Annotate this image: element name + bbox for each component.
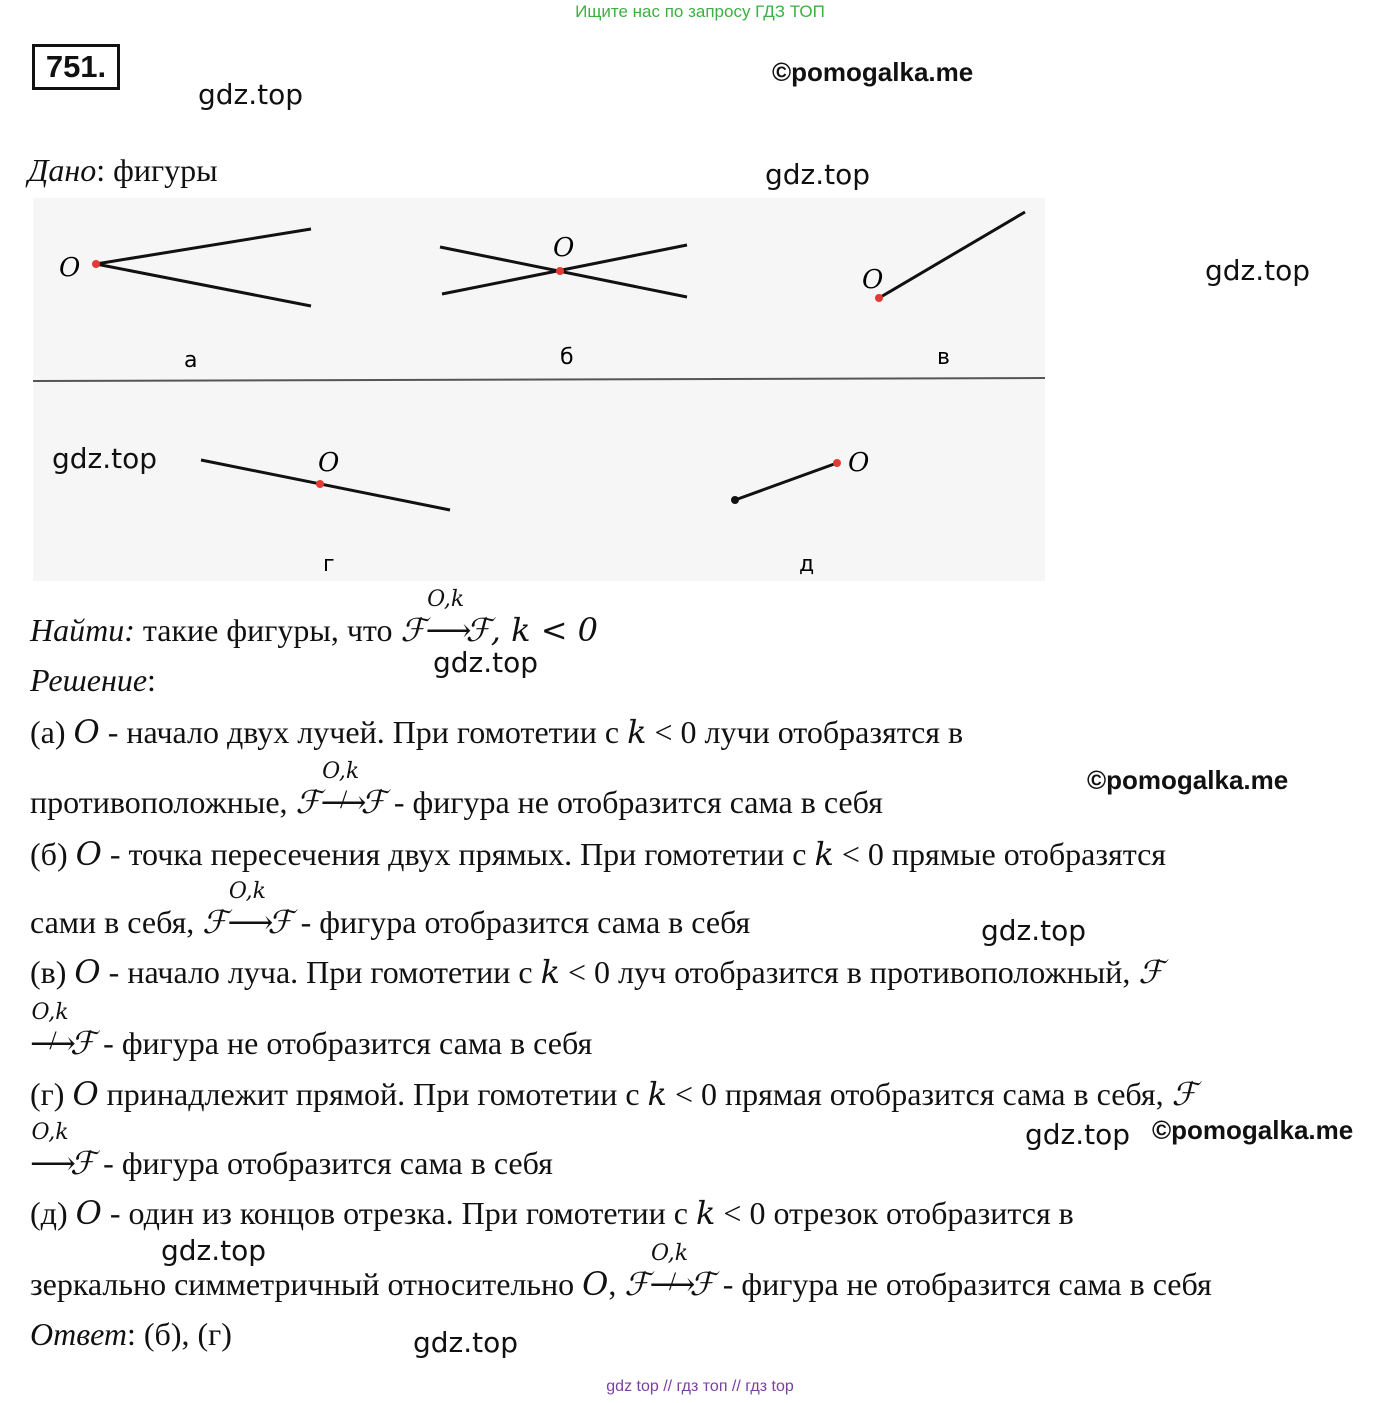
solution-v-line1: (в) O - начало луча. При гомотетии с k < 0 луч отобразится в противоположный, ℱ bbox=[30, 953, 1164, 991]
find-text: такие фигуры, что bbox=[134, 612, 401, 648]
point-o-b bbox=[556, 267, 564, 275]
point-o-v bbox=[875, 294, 883, 302]
figure-background bbox=[33, 198, 1045, 581]
watermark-pomogalka: ©pomogalka.me bbox=[772, 57, 974, 87]
figure-svg bbox=[33, 198, 1045, 581]
label-o-v: O bbox=[862, 265, 884, 295]
solution-d-line2: зеркально симметричный относительно O, ℱ O,k ⟶ /ℱ - фигура не отобразится сама в себя bbox=[30, 1266, 1212, 1302]
watermark-gdz: gdz.top bbox=[433, 646, 539, 679]
caption-b: б bbox=[560, 345, 574, 370]
top-note: Ищите нас по запросу ГДЗ ТОП bbox=[575, 2, 825, 21]
figure-panel bbox=[33, 198, 1045, 581]
point-o-d bbox=[833, 459, 841, 467]
point-o-a bbox=[92, 260, 100, 268]
watermark-pomogalka: ©pomogalka.me bbox=[1087, 765, 1289, 795]
solution-g-line1: (г) O принадлежит прямой. При гомотетии с k < 0 прямая отобразится сама в себя, ℱ bbox=[30, 1075, 1197, 1113]
not-maps-arrow: O,k ⟶ / bbox=[30, 1025, 70, 1061]
watermark-gdz: gdz.top bbox=[981, 914, 1087, 947]
not-maps-arrow: O,k ⟶ / bbox=[321, 784, 361, 820]
watermark-gdz: gdz.top bbox=[198, 78, 304, 111]
find-label: Найти: bbox=[30, 612, 135, 648]
point-o-g bbox=[316, 480, 324, 488]
label-o-b: O bbox=[553, 233, 575, 263]
watermark-gdz: gdz.top bbox=[161, 1234, 267, 1267]
watermark-gdz: gdz.top bbox=[52, 442, 158, 475]
find-line bbox=[30, 587, 599, 649]
watermark-gdz: gdz.top bbox=[1025, 1118, 1131, 1151]
find-arrow: O,k ⟶ bbox=[425, 587, 472, 648]
caption-d: д bbox=[799, 552, 815, 577]
solution-b-line1: (б) O - точка пересечения двух прямых. При гомотетии с k < 0 прямые отобразятся bbox=[30, 835, 1166, 873]
solution-a-line2: противоположные, ℱ O,k ⟶ /ℱ - фигура не отобразится сама в себя bbox=[30, 784, 883, 820]
caption-g: г bbox=[323, 552, 335, 577]
label-o-a: O bbox=[59, 253, 81, 283]
problem-number: 751. bbox=[32, 44, 120, 90]
caption-v: в bbox=[937, 345, 950, 370]
not-maps-arrow: O,k ⟶ / bbox=[650, 1266, 690, 1302]
solution-d-line1: (д) O - один из концов отрезка. При гомотетии с k < 0 отрезок отобразится в bbox=[30, 1194, 1074, 1232]
given-label: Дано bbox=[28, 152, 97, 188]
solution-b-line2: сами в себя, ℱ O,k ⟶ℱ - фигура отобразится сама в себя bbox=[30, 879, 751, 941]
maps-arrow: O,k ⟶ bbox=[227, 879, 274, 940]
caption-a: а bbox=[184, 348, 198, 373]
solution-a-line1: (а) O - начало двух лучей. При гомотетии с k < 0 лучи отобразятся в bbox=[30, 713, 964, 751]
watermark-pomogalka: ©pomogalka.me bbox=[1152, 1115, 1354, 1145]
label-o-g: O bbox=[318, 448, 340, 478]
answer-line bbox=[30, 1316, 232, 1352]
answer-label: Ответ bbox=[30, 1316, 127, 1352]
label-o-d: O bbox=[848, 448, 870, 478]
solution-heading: Решение: bbox=[30, 662, 156, 698]
find-cond: ℱ, k < 0 bbox=[465, 611, 599, 649]
solution-v-line2: O,k ⟶ /ℱ - фигура не отобразится сама в себя bbox=[30, 1025, 592, 1061]
watermark-gdz: gdz.top bbox=[1205, 254, 1311, 287]
maps-arrow: O,k ⟶ bbox=[30, 1120, 76, 1181]
given-text: : фигуры bbox=[96, 152, 218, 188]
footer-nav[interactable]: gdz top // гдз топ // гдз top bbox=[606, 1378, 794, 1395]
segment-end-d bbox=[731, 496, 739, 504]
watermark-gdz: gdz.top bbox=[765, 158, 871, 191]
given-line bbox=[28, 152, 218, 188]
answer-text: : (б), (г) bbox=[127, 1316, 232, 1352]
find-f: ℱ bbox=[400, 611, 426, 649]
solution-g-line2: O,k ⟶ℱ - фигура отобразится сама в себя bbox=[30, 1120, 553, 1182]
solution-label: Решение bbox=[30, 662, 148, 698]
watermark-gdz: gdz.top bbox=[413, 1326, 519, 1359]
